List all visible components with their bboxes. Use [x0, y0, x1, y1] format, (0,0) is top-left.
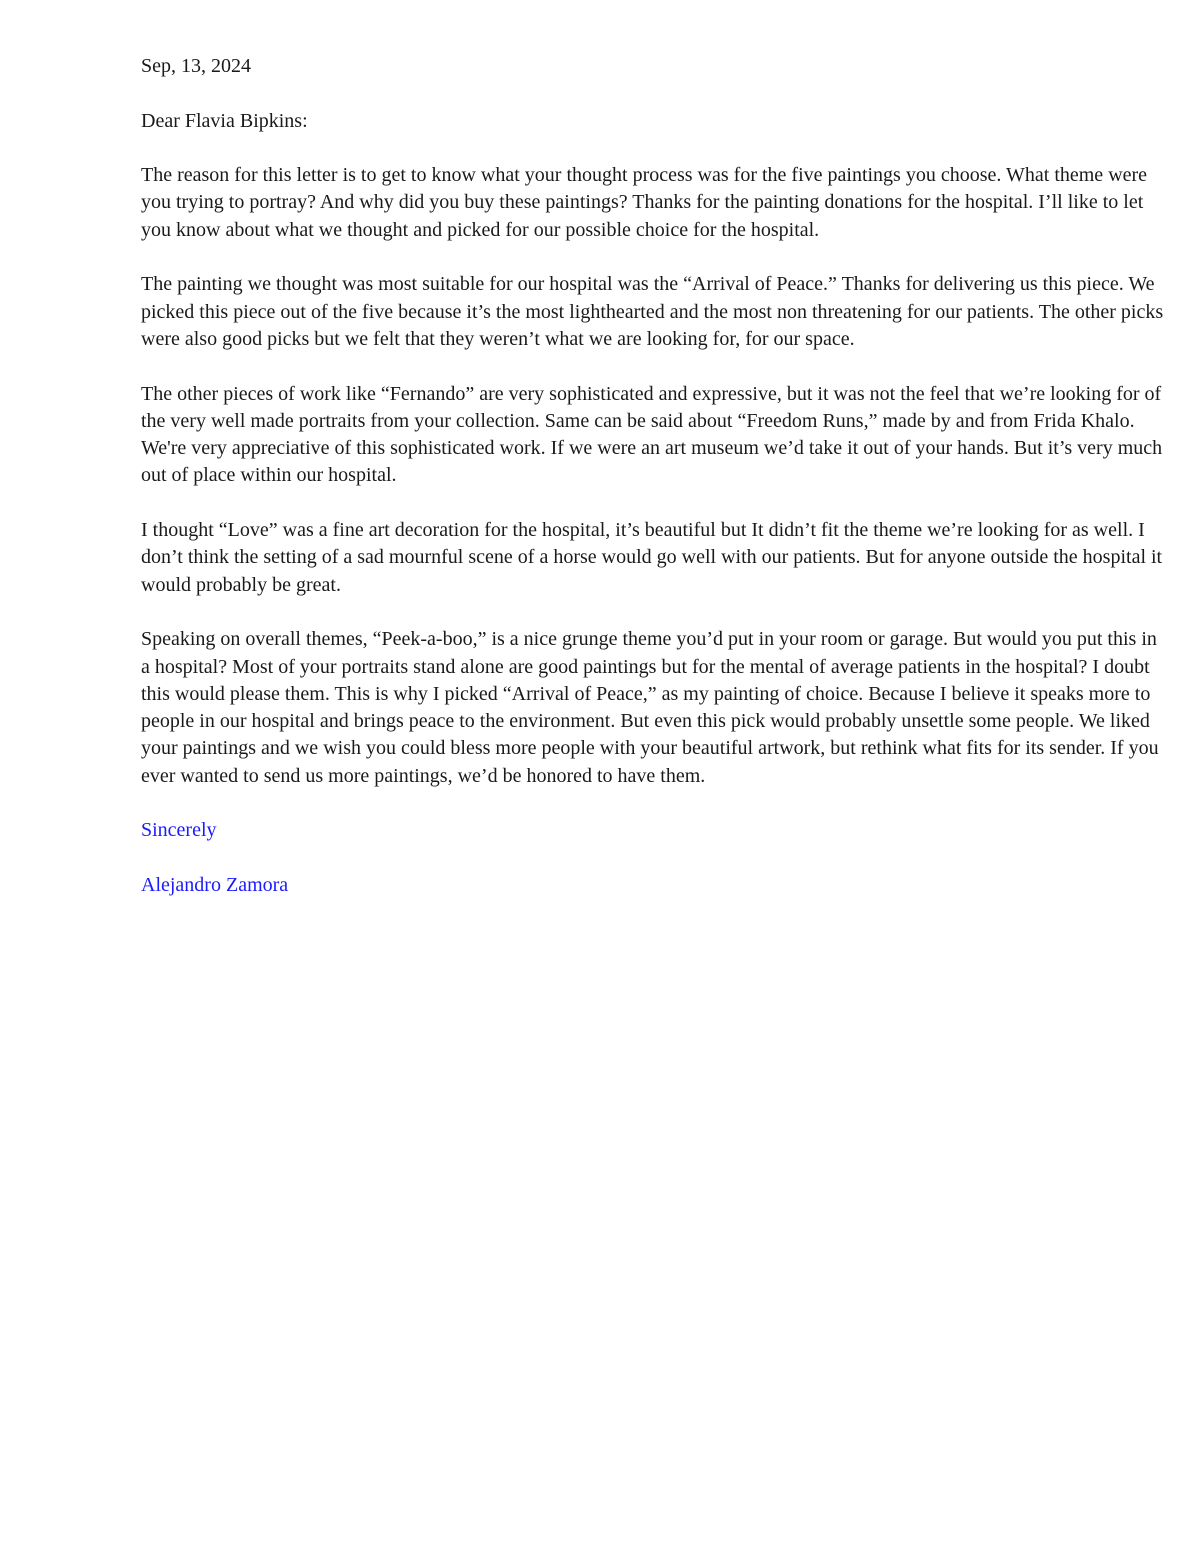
body-paragraph	[141, 271, 1200, 353]
paragraph-line: We're very appreciative of this sophisticated work. If we were an art museum we’d take it out of your hands. But it’s very much	[141, 437, 1163, 460]
paragraph-line: The painting we thought was most suitable for our hospital was the “Arrival of Peace.” Thanks for delivering us this piece. We	[141, 273, 1155, 296]
paragraph-line: you know about what we thought and picked for our possible choice for the hospital.	[141, 218, 820, 241]
salutation: Dear Flavia Bipkins:	[141, 109, 308, 132]
signature: Alejandro Zamora	[141, 873, 289, 896]
letter-date: Sep, 13, 2024	[141, 55, 251, 77]
paragraph-line: picked this piece out of the five because it’s the most lighthearted and the most non threatening for our patients. The other picks	[141, 300, 1164, 323]
letter-document	[141, 53, 1200, 927]
paragraph-line: The other pieces of work like “Fernando” are very sophisticated and expressive, but it was not the feel that we’re looking for of	[141, 382, 1162, 405]
paragraph-line: people in our hospital and brings peace to the environment. But even this pick would probably unsettle some people. We liked	[141, 710, 1150, 733]
paragraph-line: would probably be great.	[141, 573, 341, 596]
paragraph-line: Speaking on overall themes, “Peek-a-boo,” is a nice grunge theme you’d put in your room or garage. But would you put this in	[141, 628, 1157, 651]
paragraph-line: ever wanted to send us more paintings, we’d be honored to have them.	[141, 764, 706, 787]
paragraph-line: I thought “Love” was a fine art decoration for the hospital, it’s beautiful but It didn’t fit the theme we’re looking for as well. I	[141, 519, 1145, 542]
paragraph-line: you trying to portray? And why did you buy these paintings? Thanks for the painting donations for the hospital. I’ll like to let	[141, 191, 1144, 214]
body-paragraph	[141, 162, 1200, 244]
paragraph-line: don’t think the setting of a sad mournful scene of a horse would go well with our patients. But for anyone outside the hospital it	[141, 546, 1163, 569]
paragraph-line: a hospital? Most of your portraits stand alone are good paintings but for the mental of average patients in the hospital? I doubt	[141, 655, 1150, 678]
paragraph-line: were also good picks but we felt that they weren’t what we are looking for, for our space.	[141, 327, 855, 350]
closing: Sincerely	[141, 819, 217, 842]
paragraph-line: this would please them. This is why I picked “Arrival of Peace,” as my painting of choice. Because I believe it speaks more to	[141, 682, 1151, 705]
body-paragraph	[141, 381, 1200, 490]
paragraph-line: out of place within our hospital.	[141, 464, 397, 487]
body-paragraph	[141, 626, 1200, 790]
paragraph-line: The reason for this letter is to get to know what your thought process was for the five paintings you choose. What theme were	[141, 164, 1148, 187]
paragraph-line: the very well made portraits from your collection. Same can be said about “Freedom Runs,” made by and from Frida Khalo.	[141, 409, 1135, 432]
paragraph-line: your paintings and we wish you could bless more people with your beautiful artwork, but rethink what fits for its sender. If you	[141, 737, 1159, 760]
letter-body	[141, 162, 1200, 790]
body-paragraph	[141, 517, 1200, 599]
